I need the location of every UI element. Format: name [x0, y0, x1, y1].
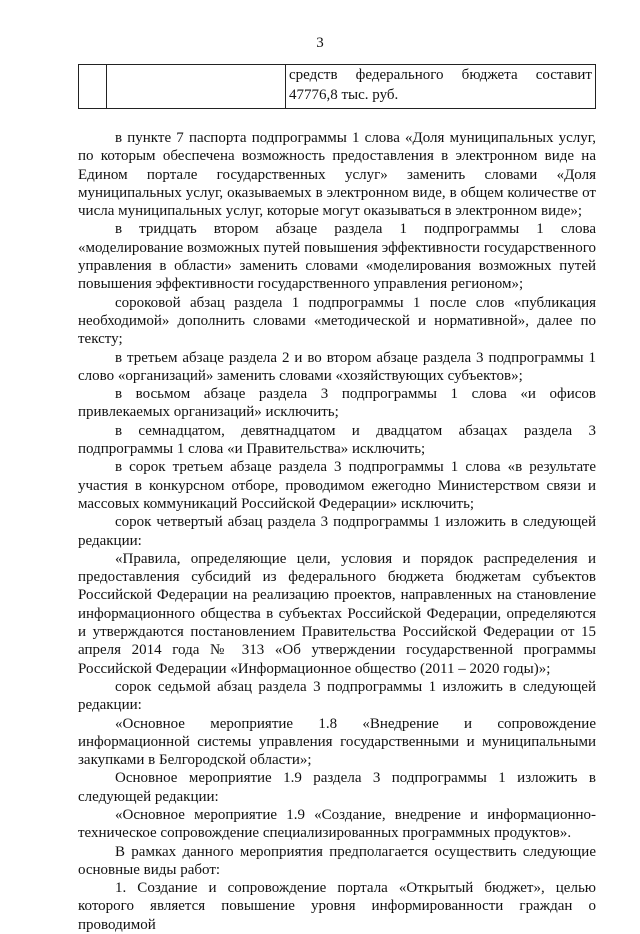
- paragraph: в семнадцатом, девятнадцатом и двадцатом абзацах раздела 3 подпрограммы 1 слова «и Правительства» исключить;: [78, 422, 596, 458]
- table-cell-line: средств федерального бюджета составит: [289, 67, 592, 83]
- paragraph: сорок четвертый абзац раздела 3 подпрограммы 1 изложить в следующей редакции:: [78, 514, 596, 549]
- table-row: [79, 65, 596, 109]
- continuation-table: [78, 64, 596, 109]
- paragraph: в восьмом абзаце раздела 3 подпрограммы 1 слова «и офисов привлекаемых организаций» исключить;: [78, 386, 596, 421]
- paragraph: в сорок третьем абзаце раздела 3 подпрограммы 1 слова «в результате участия в конкурсном отборе, проводимом ежегодно Министерством связи и массовых коммуникаций Российской Федерации» исключить;: [78, 459, 596, 512]
- page-number: 3: [316, 35, 324, 51]
- paragraph: 1. Создание и сопровождение портала «Открытый бюджет», целью которого является повышение уровня информированности граждан о проводимой: [78, 880, 596, 933]
- paragraph: Основное мероприятие 1.9 раздела 3 подпрограммы 1 изложить в следующей редакции:: [78, 770, 596, 805]
- table-cell-label: [107, 65, 286, 109]
- paragraph: «Правила, определяющие цели, условия и порядок распределения и предоставления субсидий из федерального бюджета бюджетам субъектов Российской Федерации на реализацию проектов, направленных на становление информационного общества в субъектах Российской Федерации, определяются и утверждаются постановлением Правительства Российской Федерации от 15 апреля 2014 года № 313 «Об утверждении государственной программы Российской Федерации «Информационное общество (2011 – 2020 годы)»;: [78, 550, 596, 677]
- paragraph: В рамках данного мероприятия предполагается осуществить следующие основные виды работ:: [78, 843, 596, 878]
- paragraph: в тридцать втором абзаце раздела 1 подпрограммы 1 слова «моделирование возможных путей повышения эффективности государственного управления в области» заменить словами «моделирования возможных путей повышения эффективности государственного управления регионом»;: [78, 221, 596, 293]
- paragraph: сороковой абзац раздела 1 подпрограммы 1 после слов «публикация необходимой» дополнить словами «методической и нормативной», далее по тексту;: [78, 294, 596, 348]
- table-cell-line: 47776,8 тыс. руб.: [289, 86, 399, 103]
- table-cell-number: [79, 65, 107, 109]
- paragraph: «Основное мероприятие 1.8 «Внедрение и сопровождение информационной системы управления государственными и муниципальными закупками в Белгородской области»;: [78, 715, 596, 769]
- paragraph: в третьем абзаце раздела 2 и во втором абзаце раздела 3 подпрограммы 1 слово «организаций» заменить словами «хозяйствующих субъектов»;: [78, 349, 596, 384]
- paragraph: «Основное мероприятие 1.9 «Создание, внедрение и информационно-техническое сопровождение специализированных программных продуктов».: [78, 806, 596, 842]
- document-body: [78, 129, 596, 934]
- table-cell-value: [286, 65, 596, 109]
- paragraph: в пункте 7 паспорта подпрограммы 1 слова «Доля муниципальных услуг, по которым обеспечена возможность предоставления в электронном виде на Едином портале государственных услуг» заменить словами «Доля муниципальных услуг, оказываемых в электронном виде, в общем количестве от числа муниципальных услуг, которые могут оказываться в электронном виде»;: [78, 130, 596, 220]
- paragraph: сорок седьмой абзац раздела 3 подпрограммы 1 изложить в следующей редакции:: [78, 678, 596, 714]
